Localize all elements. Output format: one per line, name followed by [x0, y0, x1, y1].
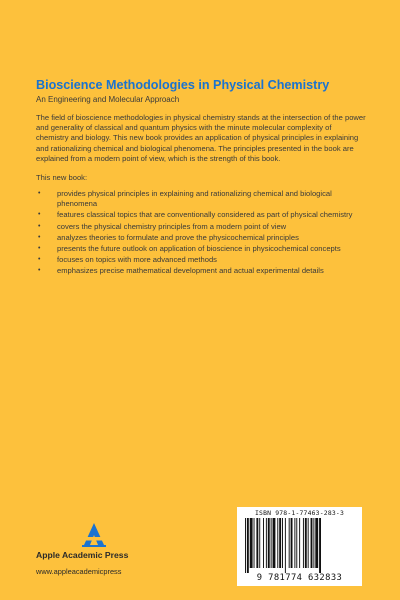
list-item — [36, 233, 366, 243]
publisher-url[interactable]: www.appleacademicpress — [36, 567, 122, 576]
bullet-icon: • — [38, 233, 41, 241]
bullet-icon: • — [38, 222, 41, 230]
features-list — [36, 189, 366, 277]
isbn-text: ISBN 978-1-77463-283-3 — [254, 509, 345, 517]
list-item — [36, 266, 366, 276]
book-subtitle: An Engineering and Molecular Approach — [36, 95, 180, 104]
bullet-icon: • — [38, 211, 41, 219]
list-item — [36, 222, 366, 232]
list-item-text: provides physical principles in explaining and rationalizing chemical and biological phenomena — [57, 189, 332, 209]
list-item-text: features classical topics that are conventionally considered as part of physical chemistry — [57, 210, 353, 220]
barcode-bars — [244, 518, 356, 573]
list-item-text: covers the physical chemistry principles from a modern point of view — [57, 221, 287, 231]
bullet-icon: • — [38, 245, 41, 253]
list-item-text: focuses on topics with more advanced methods — [57, 255, 217, 265]
book-title: Bioscience Methodologies in Physical Chemistry — [36, 78, 330, 92]
list-item — [36, 189, 366, 209]
bullet-icon: • — [38, 190, 41, 198]
list-item — [36, 255, 366, 265]
bullet-icon: • — [38, 256, 41, 264]
list-item-text: emphasizes precise mathematical development and actual experimental details — [57, 266, 324, 276]
list-item — [36, 210, 366, 220]
features-intro: This new book: — [36, 173, 88, 183]
apple-academic-press-logo-icon — [80, 523, 108, 547]
list-item-text: presents the future outlook on application of bioscience in physicochemical concepts — [57, 244, 341, 254]
publisher-name: Apple Academic Press — [36, 550, 129, 560]
barcode-number: 9 781774 632833 — [256, 573, 343, 583]
list-item — [36, 244, 366, 254]
bullet-icon: • — [38, 267, 41, 275]
list-item-text: analyzes theories to formulate and prove the physicochemical principles — [57, 232, 299, 242]
back-cover-content — [36, 78, 366, 278]
isbn-barcode — [237, 507, 362, 586]
book-description: The field of bioscience methodologies in physical chemistry stands at the intersection of the power and generality of classical and quantum physics with the minute molecular complexity of chemistry and biology. This new book provides an application of physical principles in explaining and rationalizing chemical and biological phenomena. The principles presented in the book are explained from a modern point of view, which is the strength of this book. — [36, 113, 366, 163]
